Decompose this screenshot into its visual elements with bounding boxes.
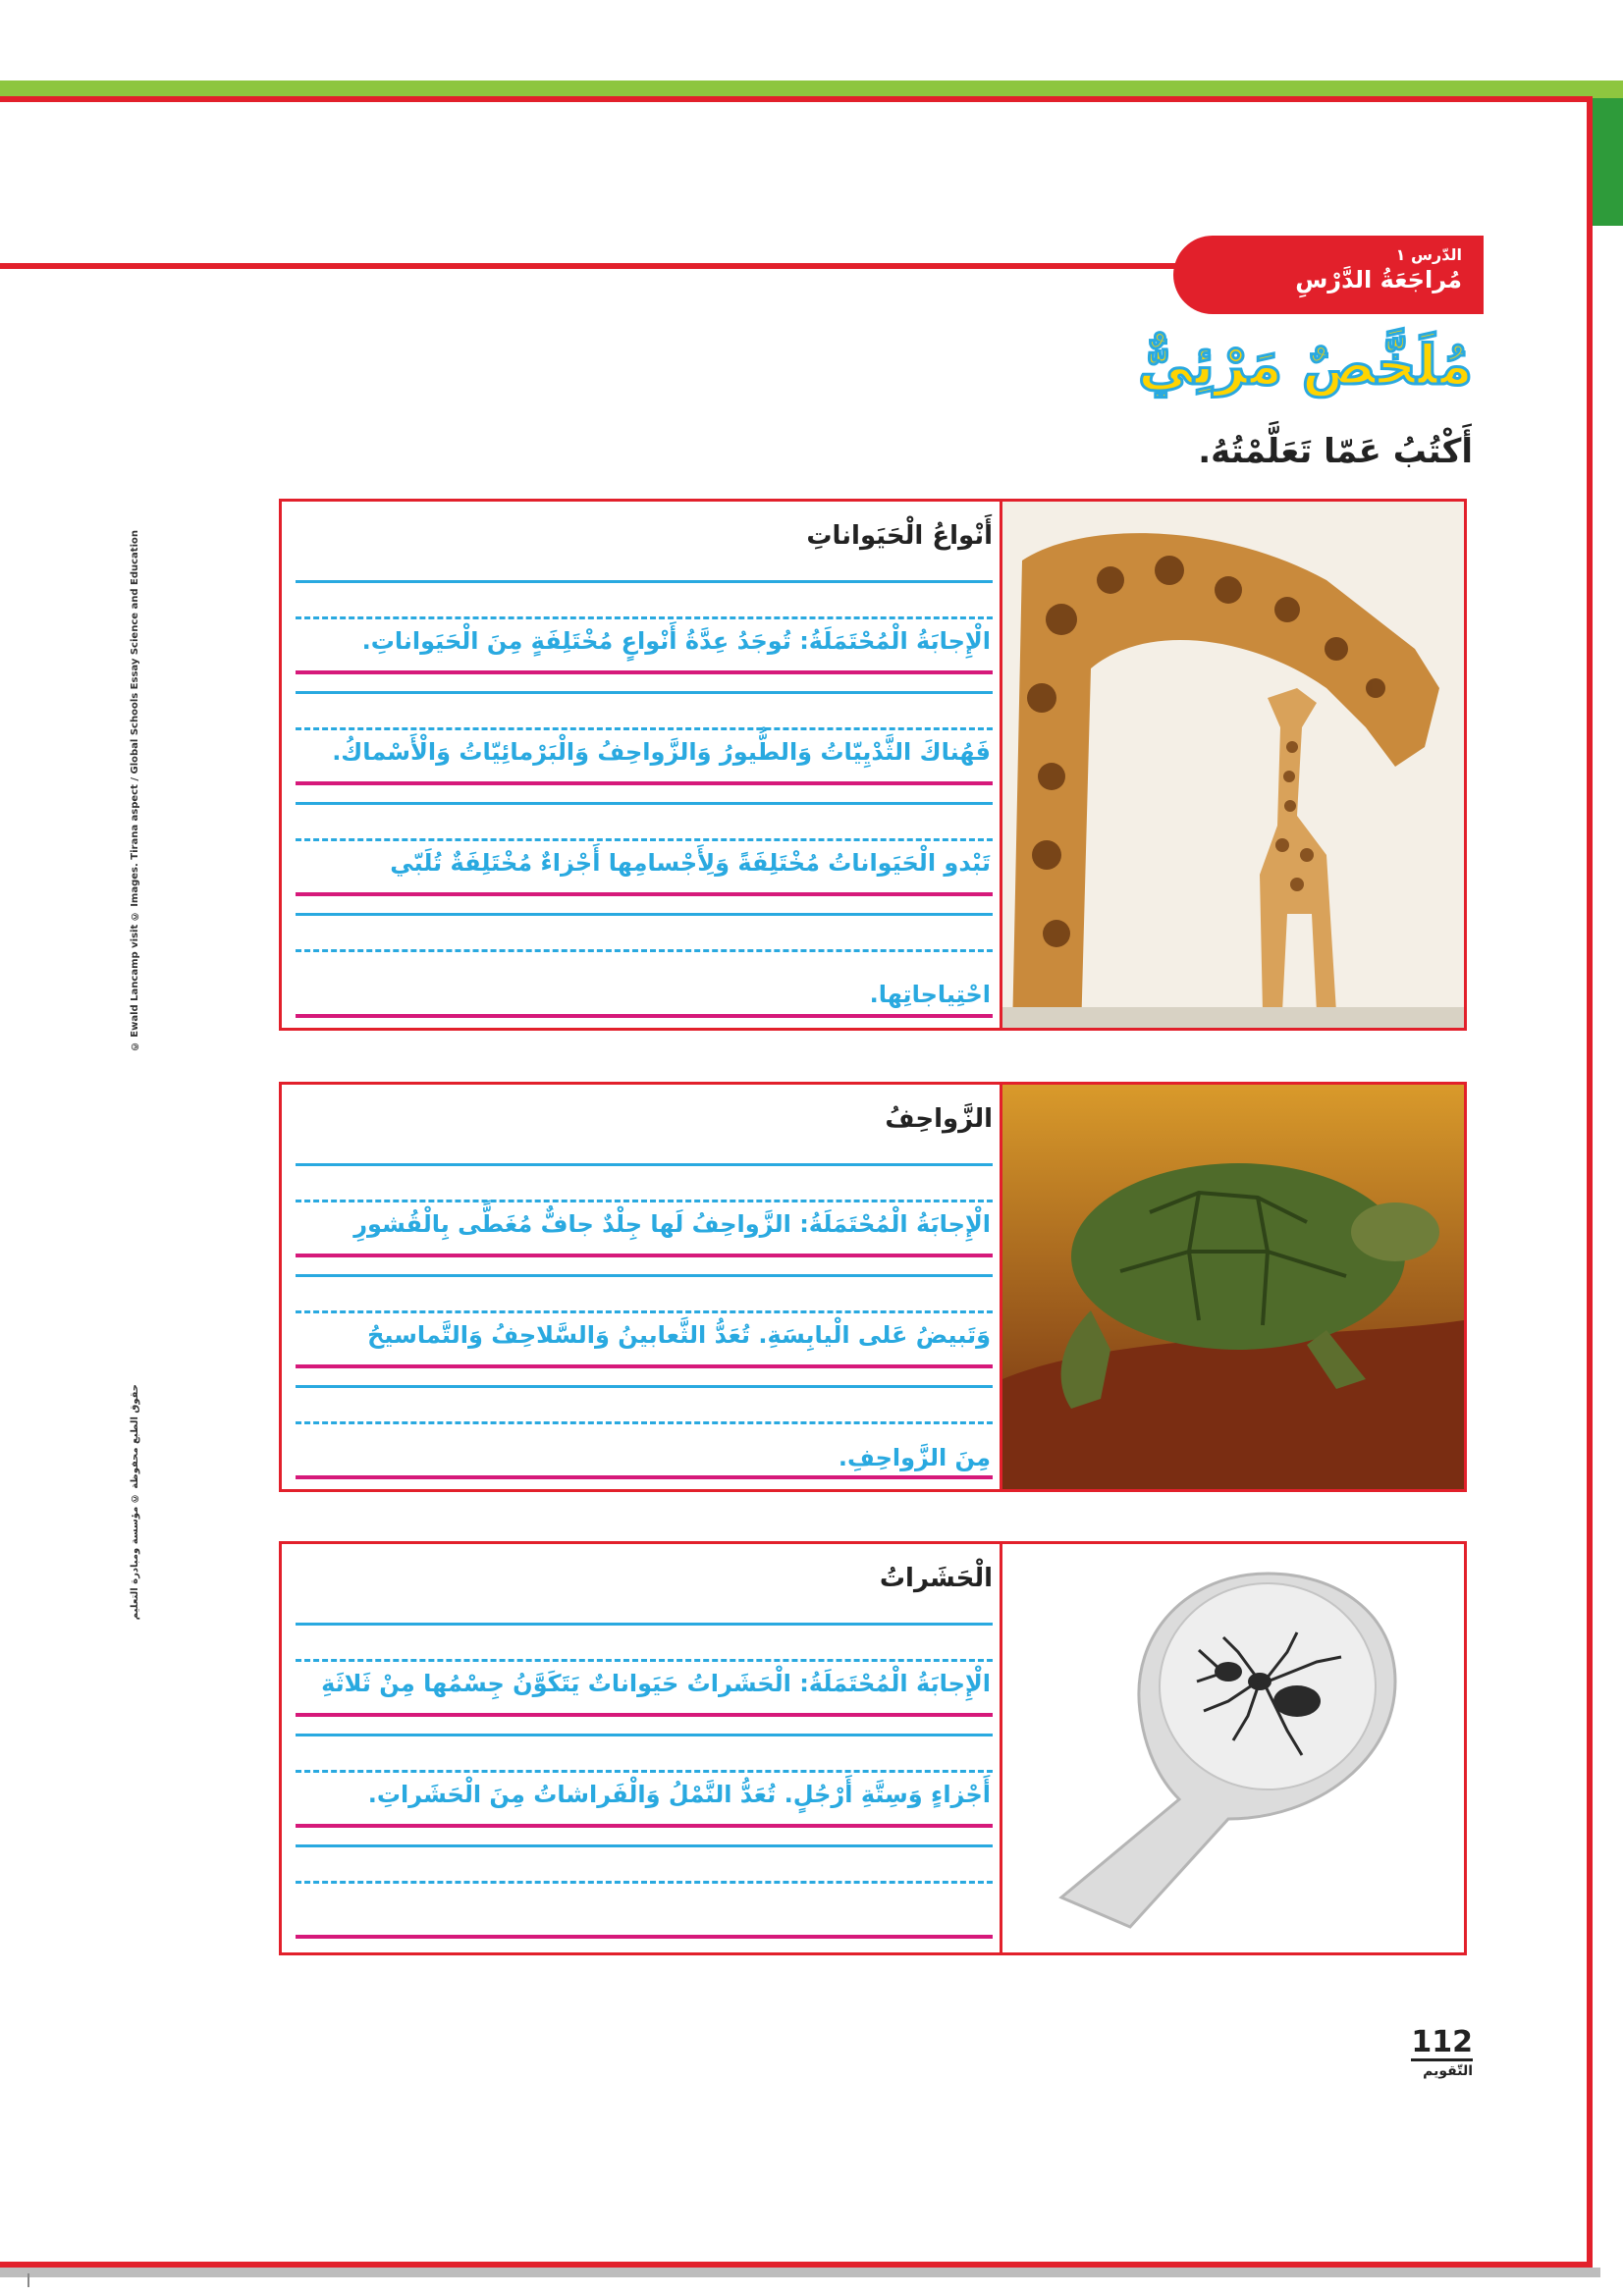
lesson-tab [1173, 236, 1484, 314]
frame-shadow [0, 2268, 1600, 2277]
lesson-label: الدّرس ١ [1395, 245, 1462, 264]
answer-line: أَجْزاءٍ وَسِتَّةِ أَرْجُلٍ. تُعَدُّ النَّمْلُ وَالْفَراشاتُ مِنَ الْحَشَراتِ. [367, 1781, 991, 1808]
turtle-photo-icon [1000, 1085, 1464, 1489]
page-number-label: التّقويم [1423, 2063, 1473, 2079]
answer-line: فَهُناكَ الثَّدْيِيّاتُ وَالطُّيورُ وَالزَّواحِفُ وَالْبَرْمائِيّاتُ وَالْأَسْماكُ. [332, 738, 991, 766]
answer-line: الْإِجابَةُ الْمُحْتَمَلَةُ: الْحَشَراتُ حَيَواناتٌ يَتَكَوَّنُ جِسْمُها مِنْ ثَلاثَةِ [321, 1670, 991, 1697]
side-credit-bottom: حقوق الطبع محفوظة © مؤسسة ومبادرة التعليم [130, 1384, 140, 1621]
writing-area [296, 1085, 993, 1489]
section-title: أَنْواعُ الْحَيَواناتِ [806, 521, 993, 551]
side-credit-top: © Ewald Lancamp visit © Images. Tirana aspect / Global Schools Essay Science and Education [130, 530, 140, 1052]
answer-line: وَتَبيضُ عَلى الْيابِسَةِ. تُعَدُّ الثَّعابينُ وَالسَّلاحِفُ وَالتَّماسيحُ [367, 1321, 991, 1349]
writing-area [296, 1544, 993, 1952]
writing-area [296, 502, 993, 1028]
header-rule [0, 263, 1178, 269]
lesson-title: مُراجَعَةُ الدَّرْسِ [1295, 266, 1462, 294]
summary-title: مُلَخَّصٌ مَرْئِيٌّ [1138, 334, 1473, 398]
giraffes-photo-icon [1000, 502, 1464, 1028]
answer-line: مِنَ الزَّواحِفِ. [838, 1444, 991, 1471]
section-insects [279, 1541, 1467, 1955]
ant-magnifier-photo-icon [1000, 1544, 1464, 1952]
section-animal-types [279, 499, 1467, 1031]
page-number-value: 112 [1411, 2025, 1473, 2059]
instruction-text: أَكْتُبُ عَمّا تَعَلَّمْتُهُ. [1198, 432, 1473, 471]
answer-line: الْإِجابَةُ الْمُحْتَمَلَةُ: تُوجَدُ عِدَّةُ أَنْواعٍ مُخْتَلِفَةٍ مِنَ الْحَيَواناتِ. [361, 627, 991, 655]
section-title: الزَّواحِفُ [885, 1104, 993, 1134]
bottom-tick [27, 2273, 29, 2287]
right-green-tab [1593, 98, 1623, 226]
page-number [1394, 2027, 1473, 2079]
section-title: الْحَشَراتُ [879, 1564, 993, 1593]
section-reptiles [279, 1082, 1467, 1492]
answer-line: الْإِجابَةُ الْمُحْتَمَلَةُ: الزَّواحِفُ لَها جِلْدٌ جافٌّ مُغَطًّى بِالْقُشورِ [353, 1210, 991, 1238]
answer-line: تَبْدو الْحَيَواناتُ مُخْتَلِفَةً وَلِأَجْسامِها أَجْزاءٌ مُخْتَلِفَةٌ تُلَبّي [390, 849, 991, 877]
answer-line: احْتِياجاتِها. [869, 981, 991, 1008]
